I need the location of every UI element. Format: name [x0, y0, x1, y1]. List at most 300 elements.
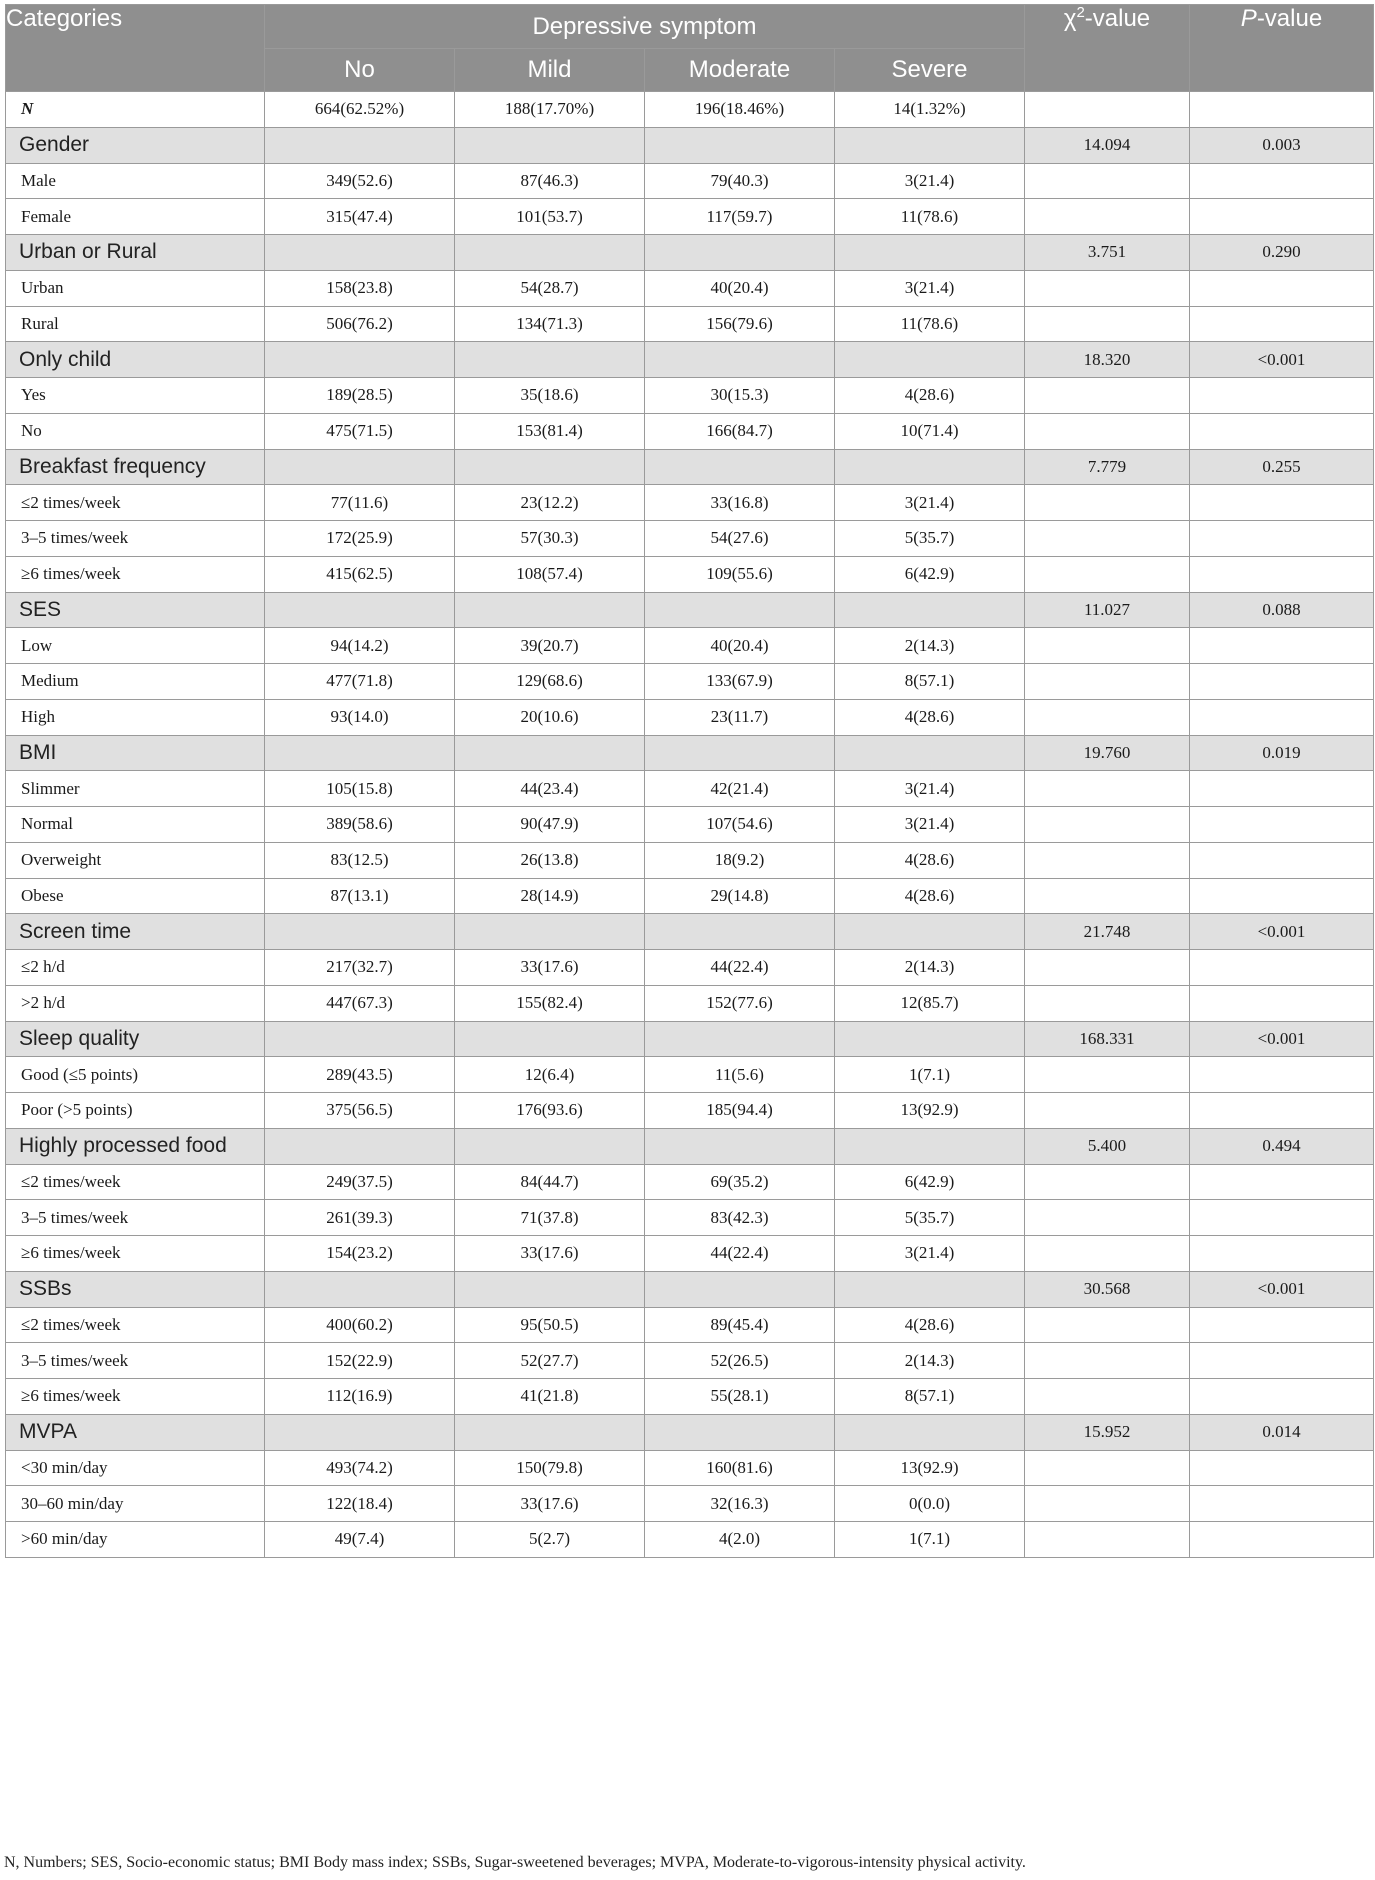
cell-no: 249(37.5) — [265, 1164, 455, 1200]
cell-moderate: 185(94.4) — [645, 1093, 835, 1129]
cell-no — [265, 735, 455, 771]
cell-p-value — [1190, 1307, 1374, 1343]
row-label: >2 h/d — [6, 985, 265, 1021]
group-row — [6, 735, 1374, 771]
group-row — [6, 235, 1374, 271]
table-container — [5, 4, 1373, 1558]
row-label: ≤2 times/week — [6, 485, 265, 521]
cell-p-value — [1190, 1343, 1374, 1379]
cell-moderate: 44(22.4) — [645, 1236, 835, 1272]
cell-mild: 108(57.4) — [455, 556, 645, 592]
row-label: ≤2 times/week — [6, 1307, 265, 1343]
table-row — [6, 1200, 1374, 1236]
cell-mild — [455, 735, 645, 771]
cell-p-value: 0.494 — [1190, 1128, 1374, 1164]
cell-moderate: 117(59.7) — [645, 199, 835, 235]
cell-mild: 35(18.6) — [455, 378, 645, 414]
cell-no — [265, 592, 455, 628]
cell-mild — [455, 235, 645, 271]
table-row — [6, 985, 1374, 1021]
cell-mild: 87(46.3) — [455, 163, 645, 199]
table-row — [6, 1164, 1374, 1200]
cell-chi-square — [1025, 1236, 1190, 1272]
table-row — [6, 270, 1374, 306]
cell-no: 49(7.4) — [265, 1522, 455, 1558]
row-label: Slimmer — [6, 771, 265, 807]
cell-no: 506(76.2) — [265, 306, 455, 342]
cell-moderate: 32(16.3) — [645, 1486, 835, 1522]
cell-no: 375(56.5) — [265, 1093, 455, 1129]
table-row — [6, 378, 1374, 414]
row-label: <30 min/day — [6, 1450, 265, 1486]
cell-mild: 33(17.6) — [455, 1486, 645, 1522]
row-label: ≥6 times/week — [6, 1379, 265, 1415]
cell-no: 315(47.4) — [265, 199, 455, 235]
cell-chi-square: 168.331 — [1025, 1021, 1190, 1057]
cell-severe: 12(85.7) — [835, 985, 1025, 1021]
cell-severe: 11(78.6) — [835, 199, 1025, 235]
cell-mild: 28(14.9) — [455, 878, 645, 914]
cell-p-value: <0.001 — [1190, 1271, 1374, 1307]
row-label: Urban — [6, 270, 265, 306]
row-label: SSBs — [6, 1271, 265, 1307]
header-categories: Categories — [6, 5, 265, 92]
cell-mild: 134(71.3) — [455, 306, 645, 342]
cell-severe: 2(14.3) — [835, 628, 1025, 664]
cell-mild: 33(17.6) — [455, 1236, 645, 1272]
cell-chi-square — [1025, 1057, 1190, 1093]
cell-no — [265, 1021, 455, 1057]
cell-mild — [455, 449, 645, 485]
cell-severe: 13(92.9) — [835, 1450, 1025, 1486]
cell-no: 400(60.2) — [265, 1307, 455, 1343]
cell-moderate — [645, 1414, 835, 1450]
cell-p-value: <0.001 — [1190, 914, 1374, 950]
cell-chi-square — [1025, 950, 1190, 986]
cell-severe — [835, 592, 1025, 628]
cell-chi-square — [1025, 1379, 1190, 1415]
cell-p-value — [1190, 628, 1374, 664]
group-row — [6, 1021, 1374, 1057]
cell-mild: 188(17.70%) — [455, 92, 645, 128]
row-label: Female — [6, 199, 265, 235]
cell-no: 189(28.5) — [265, 378, 455, 414]
row-label: Poor (>5 points) — [6, 1093, 265, 1129]
cell-p-value: 0.003 — [1190, 127, 1374, 163]
table-header — [6, 5, 1374, 92]
cell-no: 389(58.6) — [265, 807, 455, 843]
cell-moderate — [645, 342, 835, 378]
row-label: Obese — [6, 878, 265, 914]
row-label: SES — [6, 592, 265, 628]
cell-no: 87(13.1) — [265, 878, 455, 914]
row-label: >60 min/day — [6, 1522, 265, 1558]
cell-mild: 57(30.3) — [455, 521, 645, 557]
header-moderate: Moderate — [645, 49, 835, 92]
header-severe: Severe — [835, 49, 1025, 92]
cell-moderate: 40(20.4) — [645, 270, 835, 306]
cell-severe: 10(71.4) — [835, 413, 1025, 449]
row-label: Sleep quality — [6, 1021, 265, 1057]
cell-moderate: 40(20.4) — [645, 628, 835, 664]
cell-chi-square — [1025, 807, 1190, 843]
cell-chi-square — [1025, 1200, 1190, 1236]
cell-p-value — [1190, 378, 1374, 414]
group-row — [6, 127, 1374, 163]
cell-moderate — [645, 735, 835, 771]
cell-severe: 11(78.6) — [835, 306, 1025, 342]
cell-p-value — [1190, 92, 1374, 128]
cell-chi-square: 19.760 — [1025, 735, 1190, 771]
cell-moderate — [645, 449, 835, 485]
cell-moderate — [645, 235, 835, 271]
cell-mild: 44(23.4) — [455, 771, 645, 807]
row-label: ≤2 h/d — [6, 950, 265, 986]
group-row — [6, 592, 1374, 628]
cell-moderate: 23(11.7) — [645, 699, 835, 735]
cell-moderate: 107(54.6) — [645, 807, 835, 843]
cell-moderate — [645, 127, 835, 163]
cell-chi-square — [1025, 985, 1190, 1021]
cell-severe — [835, 342, 1025, 378]
cell-severe: 3(21.4) — [835, 270, 1025, 306]
cell-no: 217(32.7) — [265, 950, 455, 986]
cell-p-value — [1190, 413, 1374, 449]
cell-chi-square — [1025, 556, 1190, 592]
row-label: BMI — [6, 735, 265, 771]
cell-severe — [835, 1414, 1025, 1450]
cell-severe — [835, 914, 1025, 950]
cell-no: 158(23.8) — [265, 270, 455, 306]
row-label: 3–5 times/week — [6, 521, 265, 557]
cell-p-value — [1190, 1450, 1374, 1486]
row-label: Overweight — [6, 842, 265, 878]
cell-mild: 20(10.6) — [455, 699, 645, 735]
cell-chi-square — [1025, 92, 1190, 128]
group-row — [6, 1414, 1374, 1450]
cell-no: 122(18.4) — [265, 1486, 455, 1522]
cell-severe: 2(14.3) — [835, 1343, 1025, 1379]
cell-no — [265, 1271, 455, 1307]
cell-chi-square — [1025, 1307, 1190, 1343]
cell-p-value — [1190, 306, 1374, 342]
row-label: Screen time — [6, 914, 265, 950]
cell-severe: 8(57.1) — [835, 1379, 1025, 1415]
cell-chi-square — [1025, 1343, 1190, 1379]
cell-moderate: 44(22.4) — [645, 950, 835, 986]
cell-moderate: 55(28.1) — [645, 1379, 835, 1415]
cell-no: 477(71.8) — [265, 664, 455, 700]
cell-chi-square — [1025, 485, 1190, 521]
table-row — [6, 1057, 1374, 1093]
header-depressive-symptom: Depressive symptom — [265, 5, 1025, 49]
cell-no: 93(14.0) — [265, 699, 455, 735]
cell-p-value: 0.255 — [1190, 449, 1374, 485]
cell-severe — [835, 449, 1025, 485]
cell-severe: 1(7.1) — [835, 1057, 1025, 1093]
cell-severe: 5(35.7) — [835, 1200, 1025, 1236]
cell-chi-square: 3.751 — [1025, 235, 1190, 271]
cell-no: 105(15.8) — [265, 771, 455, 807]
cell-chi-square — [1025, 771, 1190, 807]
cell-no: 447(67.3) — [265, 985, 455, 1021]
cell-chi-square — [1025, 842, 1190, 878]
cell-severe: 3(21.4) — [835, 807, 1025, 843]
cell-severe — [835, 235, 1025, 271]
table-row — [6, 628, 1374, 664]
cell-mild: 33(17.6) — [455, 950, 645, 986]
cell-no: 154(23.2) — [265, 1236, 455, 1272]
cell-moderate: 79(40.3) — [645, 163, 835, 199]
cell-p-value: 0.019 — [1190, 735, 1374, 771]
cell-moderate: 69(35.2) — [645, 1164, 835, 1200]
cell-moderate — [645, 1128, 835, 1164]
table-row — [6, 163, 1374, 199]
cell-chi-square — [1025, 270, 1190, 306]
group-row — [6, 1128, 1374, 1164]
cell-p-value: 0.014 — [1190, 1414, 1374, 1450]
cell-chi-square — [1025, 628, 1190, 664]
cell-moderate: 89(45.4) — [645, 1307, 835, 1343]
cell-p-value — [1190, 1522, 1374, 1558]
cell-chi-square — [1025, 664, 1190, 700]
table-row — [6, 878, 1374, 914]
cell-severe: 3(21.4) — [835, 163, 1025, 199]
table-row — [6, 556, 1374, 592]
cell-mild: 71(37.8) — [455, 1200, 645, 1236]
table-row — [6, 699, 1374, 735]
cell-moderate: 52(26.5) — [645, 1343, 835, 1379]
table-row — [6, 1379, 1374, 1415]
cell-p-value — [1190, 1200, 1374, 1236]
cell-p-value — [1190, 270, 1374, 306]
cell-chi-square — [1025, 1486, 1190, 1522]
cell-no: 415(62.5) — [265, 556, 455, 592]
header-no: No — [265, 49, 455, 92]
cell-severe: 13(92.9) — [835, 1093, 1025, 1129]
cell-no: 349(52.6) — [265, 163, 455, 199]
row-label: No — [6, 413, 265, 449]
cell-mild: 52(27.7) — [455, 1343, 645, 1379]
row-label: 30–60 min/day — [6, 1486, 265, 1522]
cell-mild: 153(81.4) — [455, 413, 645, 449]
cell-chi-square — [1025, 1522, 1190, 1558]
cell-moderate: 33(16.8) — [645, 485, 835, 521]
cell-p-value — [1190, 163, 1374, 199]
table-row — [6, 1093, 1374, 1129]
cell-chi-square: 7.779 — [1025, 449, 1190, 485]
cell-no — [265, 235, 455, 271]
cell-no: 289(43.5) — [265, 1057, 455, 1093]
cell-mild: 176(93.6) — [455, 1093, 645, 1129]
cell-chi-square — [1025, 1093, 1190, 1129]
cell-p-value — [1190, 699, 1374, 735]
cell-chi-square: 15.952 — [1025, 1414, 1190, 1450]
cell-severe: 4(28.6) — [835, 878, 1025, 914]
row-label: Male — [6, 163, 265, 199]
row-label: Good (≤5 points) — [6, 1057, 265, 1093]
cell-p-value: 0.088 — [1190, 592, 1374, 628]
row-label: Rural — [6, 306, 265, 342]
cell-chi-square: 18.320 — [1025, 342, 1190, 378]
cell-p-value — [1190, 842, 1374, 878]
cell-mild: 12(6.4) — [455, 1057, 645, 1093]
cell-chi-square: 30.568 — [1025, 1271, 1190, 1307]
cell-moderate: 166(84.7) — [645, 413, 835, 449]
table-row — [6, 485, 1374, 521]
cell-severe: 0(0.0) — [835, 1486, 1025, 1522]
table-row — [6, 1450, 1374, 1486]
row-label: N — [6, 92, 265, 128]
cell-chi-square — [1025, 306, 1190, 342]
chi-symbol: χ — [1063, 5, 1077, 32]
cell-no — [265, 342, 455, 378]
cell-p-value — [1190, 1236, 1374, 1272]
cell-mild — [455, 592, 645, 628]
cell-severe — [835, 127, 1025, 163]
cell-no: 664(62.52%) — [265, 92, 455, 128]
cell-no — [265, 127, 455, 163]
cell-mild: 101(53.7) — [455, 199, 645, 235]
cell-severe: 14(1.32%) — [835, 92, 1025, 128]
cell-p-value: <0.001 — [1190, 342, 1374, 378]
cell-moderate: 30(15.3) — [645, 378, 835, 414]
row-label: MVPA — [6, 1414, 265, 1450]
cell-chi-square — [1025, 699, 1190, 735]
row-label: 3–5 times/week — [6, 1343, 265, 1379]
cell-moderate — [645, 914, 835, 950]
cell-mild: 90(47.9) — [455, 807, 645, 843]
cell-moderate: 109(55.6) — [645, 556, 835, 592]
table-row — [6, 1522, 1374, 1558]
cell-chi-square: 5.400 — [1025, 1128, 1190, 1164]
cell-no: 77(11.6) — [265, 485, 455, 521]
cell-moderate: 196(18.46%) — [645, 92, 835, 128]
cell-severe: 3(21.4) — [835, 1236, 1025, 1272]
cell-mild: 23(12.2) — [455, 485, 645, 521]
cell-mild — [455, 1271, 645, 1307]
cell-p-value — [1190, 664, 1374, 700]
cell-mild: 39(20.7) — [455, 628, 645, 664]
cell-mild — [455, 1414, 645, 1450]
cell-no: 493(74.2) — [265, 1450, 455, 1486]
cell-severe — [835, 1271, 1025, 1307]
cell-severe: 8(57.1) — [835, 664, 1025, 700]
cell-moderate — [645, 1271, 835, 1307]
row-label: Only child — [6, 342, 265, 378]
cell-severe: 3(21.4) — [835, 771, 1025, 807]
cell-mild: 26(13.8) — [455, 842, 645, 878]
p-letter: P — [1240, 5, 1257, 32]
cell-mild — [455, 342, 645, 378]
cell-mild: 95(50.5) — [455, 1307, 645, 1343]
cell-chi-square — [1025, 413, 1190, 449]
cell-chi-square — [1025, 1450, 1190, 1486]
cell-no: 475(71.5) — [265, 413, 455, 449]
table-row — [6, 950, 1374, 986]
table-row — [6, 92, 1374, 128]
cell-chi-square — [1025, 1164, 1190, 1200]
cell-moderate: 11(5.6) — [645, 1057, 835, 1093]
cell-mild — [455, 127, 645, 163]
cell-p-value — [1190, 1057, 1374, 1093]
table-row — [6, 771, 1374, 807]
cell-moderate — [645, 592, 835, 628]
cell-mild: 54(28.7) — [455, 270, 645, 306]
cell-moderate: 152(77.6) — [645, 985, 835, 1021]
table-row — [6, 1307, 1374, 1343]
cell-no: 83(12.5) — [265, 842, 455, 878]
cell-mild: 5(2.7) — [455, 1522, 645, 1558]
cell-p-value — [1190, 1486, 1374, 1522]
cell-no — [265, 914, 455, 950]
cell-severe — [835, 735, 1025, 771]
chi-superscript: 2 — [1076, 4, 1085, 21]
cell-p-value — [1190, 771, 1374, 807]
cell-moderate: 133(67.9) — [645, 664, 835, 700]
cell-severe — [835, 1128, 1025, 1164]
cell-p-value — [1190, 1379, 1374, 1415]
cell-p-value — [1190, 1164, 1374, 1200]
cell-p-value — [1190, 556, 1374, 592]
row-label: Normal — [6, 807, 265, 843]
cell-p-value: 0.290 — [1190, 235, 1374, 271]
row-label: 3–5 times/week — [6, 1200, 265, 1236]
table-row — [6, 199, 1374, 235]
group-row — [6, 342, 1374, 378]
cell-severe: 6(42.9) — [835, 1164, 1025, 1200]
cell-chi-square: 14.094 — [1025, 127, 1190, 163]
row-label: High — [6, 699, 265, 735]
cell-severe: 5(35.7) — [835, 521, 1025, 557]
header-p-value — [1190, 5, 1374, 92]
cell-moderate: 42(21.4) — [645, 771, 835, 807]
cell-mild: 155(82.4) — [455, 985, 645, 1021]
cell-severe: 3(21.4) — [835, 485, 1025, 521]
cell-no: 261(39.3) — [265, 1200, 455, 1236]
table-footnote: N, Numbers; SES, Socio-economic status; BMI Body mass index; SSBs, Sugar-sweetened beverages; MVPA, Moderate-to-vigorous-intensity physical activity. — [4, 1854, 1026, 1871]
table-body — [6, 92, 1374, 1558]
table-row — [6, 664, 1374, 700]
cell-moderate — [645, 1021, 835, 1057]
row-label: ≥6 times/week — [6, 556, 265, 592]
cell-moderate: 156(79.6) — [645, 306, 835, 342]
cell-moderate: 83(42.3) — [645, 1200, 835, 1236]
cell-severe: 4(28.6) — [835, 699, 1025, 735]
cell-no: 112(16.9) — [265, 1379, 455, 1415]
cell-no: 152(22.9) — [265, 1343, 455, 1379]
group-row — [6, 449, 1374, 485]
cell-mild: 84(44.7) — [455, 1164, 645, 1200]
cell-mild — [455, 1021, 645, 1057]
group-row — [6, 914, 1374, 950]
cell-p-value — [1190, 1093, 1374, 1129]
row-label: Breakfast frequency — [6, 449, 265, 485]
table-row — [6, 413, 1374, 449]
cell-chi-square: 21.748 — [1025, 914, 1190, 950]
cell-mild: 41(21.8) — [455, 1379, 645, 1415]
cell-severe: 4(28.6) — [835, 842, 1025, 878]
table-row — [6, 842, 1374, 878]
row-label: Gender — [6, 127, 265, 163]
cell-mild: 150(79.8) — [455, 1450, 645, 1486]
cell-mild — [455, 1128, 645, 1164]
header-chi-square — [1025, 5, 1190, 92]
cell-moderate: 54(27.6) — [645, 521, 835, 557]
cell-severe: 2(14.3) — [835, 950, 1025, 986]
table-row — [6, 306, 1374, 342]
depressive-symptom-table — [5, 4, 1374, 1558]
